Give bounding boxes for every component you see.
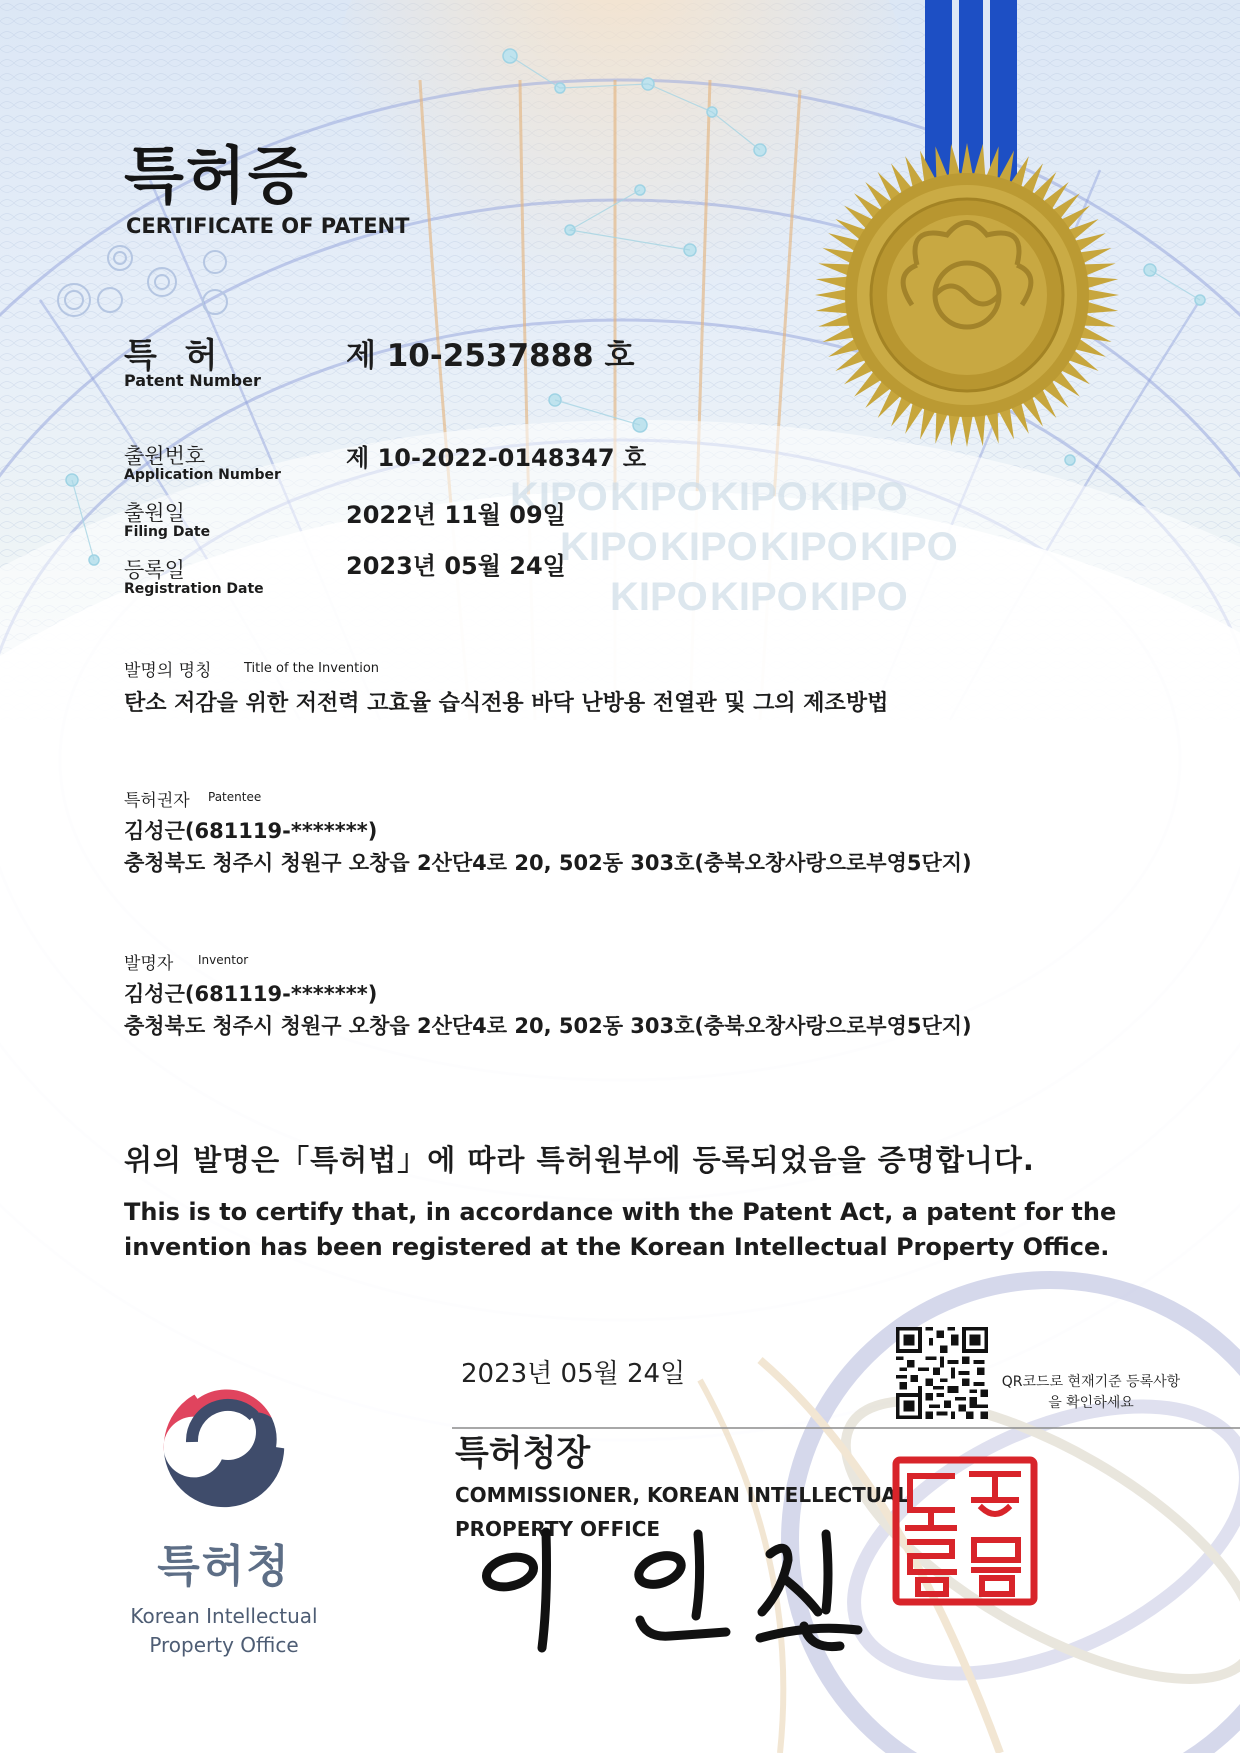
patentee-label-en: Patentee: [208, 790, 262, 804]
svg-text:KIPO: KIPO: [560, 525, 658, 569]
official-red-seal: [892, 1456, 1038, 1606]
filing-date-label-en: Filing Date: [124, 524, 211, 540]
inventor-address: 충청북도 청주시 청원구 오창읍 2산단4로 20, 502동 303호(충북오창사랑으로부영5단지): [124, 1014, 972, 1038]
application-number-value: 제 10-2022-0148347 호: [346, 444, 647, 472]
commissioner-title-ko: 특허청장: [455, 1434, 591, 1474]
application-number-label-ko: 출원번호: [124, 444, 206, 468]
invention-title: 탄소 저감을 위한 저전력 고효율 습식전용 바닥 난방용 전열관 및 그의 제조방법: [124, 691, 889, 716]
inventor-label-en: Inventor: [198, 953, 249, 967]
certificate-title-en: CERTIFICATE OF PATENT: [126, 214, 410, 238]
svg-text:KIPO: KIPO: [810, 475, 908, 519]
certificate-title-ko: 특허증: [124, 139, 310, 212]
patentee-name: 김성근(681119-*******): [124, 819, 378, 843]
qr-instruction-text: QR코드로 현재기준 등록사항을 확인하세요: [1001, 1374, 1181, 1411]
patent-number-value: 제 10-2537888 호: [346, 338, 635, 374]
svg-text:KIPO: KIPO: [810, 575, 908, 619]
patentee-address: 충청북도 청주시 청원구 오창읍 2산단4로 20, 502동 303호(충북오창사랑으로부영5단지): [124, 851, 972, 875]
inventor-label-ko: 발명자: [124, 954, 174, 974]
certification-statement-en: This is to certify that, in accordance with the Patent Act, a patent for the invention has been registered at the Korean Intellectual Property Office.: [124, 1198, 1117, 1261]
svg-text:KIPO: KIPO: [760, 525, 858, 569]
svg-text:KIPO: KIPO: [510, 475, 608, 519]
commissioner-title-en: COMMISSIONER, KOREAN INTELLECTUAL PROPERTY OFFICE: [455, 1483, 910, 1541]
invention-title-label-en: Title of the Invention: [244, 661, 380, 676]
kipo-name-en: Korean Intellectual Property Office: [130, 1604, 318, 1657]
filing-date-value: 2022년 11월 09일: [346, 501, 566, 529]
registration-date-value: 2023년 05월 24일: [346, 552, 566, 580]
svg-text:KIPO: KIPO: [710, 475, 808, 519]
registration-date-label-en: Registration Date: [124, 581, 264, 597]
kipo-taegeuk-logo: [150, 1368, 298, 1516]
verification-qr-code: [896, 1327, 988, 1419]
inventor-name: 김성근(681119-*******): [124, 982, 378, 1006]
certification-statement-ko: 위의 발명은「특허법」에 따라 특허원부에 등록되었음을 증명합니다.: [124, 1143, 1035, 1177]
commissioner-signature: [470, 1520, 870, 1670]
application-number-label-en: Application Number: [124, 467, 281, 483]
filing-date-label-ko: 출원일: [124, 501, 185, 525]
issue-date: 2023년 05월 24일: [461, 1359, 686, 1389]
patent-number-label-ko: 특 허: [124, 336, 226, 376]
gold-medal-seal: [812, 140, 1122, 450]
svg-text:KIPO: KIPO: [610, 575, 708, 619]
patent-number-label-en: Patent Number: [124, 371, 261, 390]
registration-date-label-ko: 등록일: [124, 558, 185, 582]
patentee-label-ko: 특허권자: [124, 791, 190, 811]
kipo-name-ko: 특허청: [157, 1541, 291, 1592]
svg-text:KIPO: KIPO: [610, 475, 708, 519]
svg-text:KIPO: KIPO: [860, 525, 958, 569]
invention-title-label-ko: 발명의 명칭: [124, 661, 212, 681]
svg-text:KIPO: KIPO: [660, 525, 758, 569]
svg-text:KIPO: KIPO: [710, 575, 808, 619]
